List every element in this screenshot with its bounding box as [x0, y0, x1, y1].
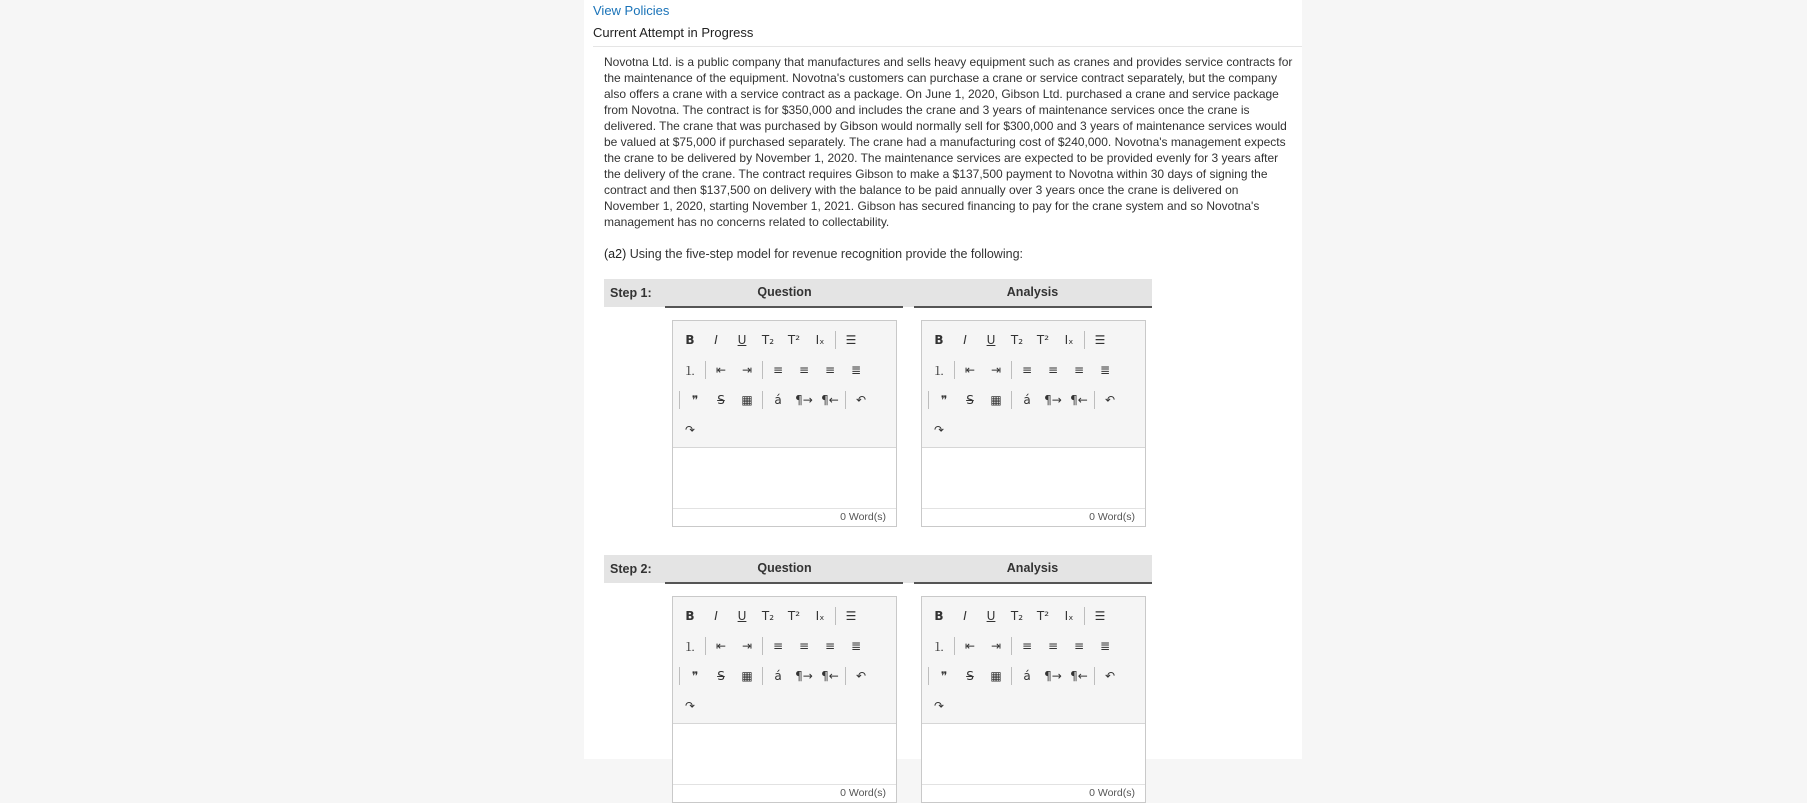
divider [845, 391, 846, 409]
subscript-icon[interactable]: T₂ [761, 333, 775, 347]
special-character-icon[interactable]: á [774, 393, 782, 407]
blockquote-icon[interactable]: ❞ [940, 393, 948, 407]
divider [593, 46, 1302, 47]
toolbar-row [677, 601, 892, 631]
toolbar-row [677, 415, 892, 445]
clear-format-icon[interactable]: Iₓ [1064, 333, 1074, 347]
numbered-list-icon[interactable]: ⒈ [683, 639, 696, 654]
question-column-header: Question [757, 561, 812, 575]
align-center-icon[interactable]: ≡ [1047, 639, 1059, 653]
rtl-icon[interactable]: ¶← [1070, 669, 1088, 683]
divider [914, 306, 1152, 308]
divider [705, 361, 706, 379]
justify-icon[interactable]: ≣ [1099, 363, 1111, 377]
attempt-status: Current Attempt in Progress [593, 25, 754, 40]
align-left-icon[interactable]: ≡ [1021, 363, 1033, 377]
align-right-icon[interactable]: ≡ [824, 639, 836, 653]
rtl-icon[interactable]: ¶← [821, 393, 839, 407]
indent-icon[interactable]: ⇥ [741, 639, 753, 653]
step1-analysis-editor[interactable] [921, 320, 1146, 527]
strikethrough-icon[interactable]: S̶ [966, 393, 974, 407]
divider [679, 391, 680, 409]
bold-icon[interactable]: B [685, 333, 695, 347]
align-center-icon[interactable]: ≡ [1047, 363, 1059, 377]
numbered-list-icon[interactable]: ⒈ [932, 639, 945, 654]
subscript-icon[interactable]: T₂ [1010, 333, 1024, 347]
align-right-icon[interactable]: ≡ [824, 363, 836, 377]
divider [1094, 391, 1095, 409]
bold-icon[interactable]: B [685, 609, 695, 623]
redo-icon[interactable]: ↷ [933, 699, 945, 713]
redo-icon[interactable]: ↷ [684, 423, 696, 437]
divider [762, 637, 763, 655]
word-count: 0 Word(s) [922, 508, 1145, 526]
rtl-icon[interactable]: ¶← [1070, 393, 1088, 407]
blockquote-icon[interactable]: ❞ [691, 669, 699, 683]
subscript-icon[interactable]: T₂ [761, 609, 775, 623]
divider [762, 391, 763, 409]
divider [1011, 667, 1012, 685]
divider [954, 361, 955, 379]
justify-icon[interactable]: ≣ [1099, 639, 1111, 653]
step-label: Step 1: [610, 286, 652, 300]
divider [928, 391, 929, 409]
indent-icon[interactable]: ⇥ [990, 639, 1002, 653]
prompt [604, 247, 1023, 261]
analysis-column-header: Analysis [1006, 561, 1059, 575]
clear-format-icon[interactable]: Iₓ [1064, 609, 1074, 623]
justify-icon[interactable]: ≣ [850, 363, 862, 377]
toolbar-row [677, 631, 892, 661]
word-count: 0 Word(s) [922, 784, 1145, 802]
step2-analysis-editor[interactable] [921, 596, 1146, 803]
outdent-icon[interactable]: ⇤ [964, 639, 976, 653]
table-icon[interactable]: ▦ [990, 669, 1002, 683]
align-center-icon[interactable]: ≡ [798, 363, 810, 377]
toolbar-row [677, 325, 892, 355]
strikethrough-icon[interactable]: S̶ [717, 669, 725, 683]
align-left-icon[interactable]: ≡ [1021, 639, 1033, 653]
toolbar-row [677, 691, 892, 721]
numbered-list-icon[interactable]: ⒈ [683, 363, 696, 378]
align-right-icon[interactable]: ≡ [1073, 639, 1085, 653]
justify-icon[interactable]: ≣ [850, 639, 862, 653]
toolbar-row [677, 355, 892, 385]
step2-question-editor[interactable] [672, 596, 897, 803]
undo-icon[interactable]: ↶ [1104, 393, 1116, 407]
underline-icon[interactable]: U [737, 333, 747, 347]
divider [679, 667, 680, 685]
underline-icon[interactable]: U [986, 609, 996, 623]
bold-icon[interactable]: B [934, 609, 944, 623]
divider [1084, 331, 1085, 349]
subscript-icon[interactable]: T₂ [1010, 609, 1024, 623]
ltr-icon[interactable]: ¶→ [795, 393, 813, 407]
rtl-icon[interactable]: ¶← [821, 669, 839, 683]
analysis-column-header: Analysis [1006, 285, 1059, 299]
bullet-list-icon[interactable]: ☰ [845, 333, 857, 347]
table-icon[interactable]: ▦ [741, 669, 753, 683]
align-right-icon[interactable]: ≡ [1073, 363, 1085, 377]
undo-icon[interactable]: ↶ [855, 669, 867, 683]
toolbar-row [926, 355, 1141, 385]
editor-text-area[interactable] [673, 724, 896, 784]
undo-icon[interactable]: ↶ [855, 393, 867, 407]
prompt-text: Using the five-step model for revenue recognition provide the following: [629, 247, 1023, 261]
divider [665, 582, 903, 584]
underline-icon[interactable]: U [737, 609, 747, 623]
editor-text-area[interactable] [673, 448, 896, 508]
redo-icon[interactable]: ↷ [933, 423, 945, 437]
editor-toolbar [673, 321, 896, 448]
outdent-icon[interactable]: ⇤ [964, 363, 976, 377]
divider [914, 582, 1152, 584]
toolbar-row [926, 631, 1141, 661]
blockquote-icon[interactable]: ❞ [940, 669, 948, 683]
toolbar-row [926, 661, 1141, 691]
divider [1094, 667, 1095, 685]
ltr-icon[interactable]: ¶→ [1044, 669, 1062, 683]
word-count: 0 Word(s) [673, 784, 896, 802]
prompt-label: (a2) [604, 247, 627, 261]
superscript-icon[interactable]: T² [1036, 609, 1050, 623]
toolbar-row [926, 691, 1141, 721]
superscript-icon[interactable]: T² [1036, 333, 1050, 347]
indent-icon[interactable]: ⇥ [990, 363, 1002, 377]
word-count: 0 Word(s) [673, 508, 896, 526]
divider [1011, 391, 1012, 409]
step-label: Step 2: [610, 562, 652, 576]
superscript-icon[interactable]: T² [787, 609, 801, 623]
toolbar-row [926, 325, 1141, 355]
toolbar-row [677, 661, 892, 691]
divider [845, 667, 846, 685]
bullet-list-icon[interactable]: ☰ [1094, 609, 1106, 623]
undo-icon[interactable]: ↶ [1104, 669, 1116, 683]
divider [762, 667, 763, 685]
view-policies-link[interactable]: View Policies [593, 3, 670, 18]
editor-text-area[interactable] [922, 724, 1145, 784]
strikethrough-icon[interactable]: S̶ [717, 393, 725, 407]
italic-icon[interactable]: I [963, 609, 967, 623]
special-character-icon[interactable]: á [1023, 669, 1031, 683]
table-icon[interactable]: ▦ [741, 393, 753, 407]
divider [705, 637, 706, 655]
strikethrough-icon[interactable]: S̶ [966, 669, 974, 683]
editor-toolbar [922, 321, 1145, 448]
editor-text-area[interactable] [922, 448, 1145, 508]
divider [665, 306, 903, 308]
indent-icon[interactable]: ⇥ [741, 363, 753, 377]
italic-icon[interactable]: I [714, 609, 718, 623]
divider [1011, 361, 1012, 379]
italic-icon[interactable]: I [963, 333, 967, 347]
outdent-icon[interactable]: ⇤ [715, 363, 727, 377]
blockquote-icon[interactable]: ❞ [691, 393, 699, 407]
underline-icon[interactable]: U [986, 333, 996, 347]
italic-icon[interactable]: I [714, 333, 718, 347]
divider [928, 667, 929, 685]
redo-icon[interactable]: ↷ [684, 699, 696, 713]
divider [1011, 637, 1012, 655]
toolbar-row [677, 385, 892, 415]
bullet-list-icon[interactable]: ☰ [845, 609, 857, 623]
editor-toolbar [673, 597, 896, 724]
step-header [604, 555, 1152, 583]
divider [954, 637, 955, 655]
divider [835, 607, 836, 625]
clear-format-icon[interactable]: Iₓ [815, 609, 825, 623]
editor-toolbar [922, 597, 1145, 724]
toolbar-row [926, 601, 1141, 631]
align-left-icon[interactable]: ≡ [772, 363, 784, 377]
divider [1084, 607, 1085, 625]
special-character-icon[interactable]: á [1023, 393, 1031, 407]
bold-icon[interactable]: B [934, 333, 944, 347]
numbered-list-icon[interactable]: ⒈ [932, 363, 945, 378]
special-character-icon[interactable]: á [774, 669, 782, 683]
page [584, 0, 1302, 799]
toolbar-row [926, 415, 1141, 445]
bullet-list-icon[interactable]: ☰ [1094, 333, 1106, 347]
table-icon[interactable]: ▦ [990, 393, 1002, 407]
superscript-icon[interactable]: T² [787, 333, 801, 347]
step-header [604, 279, 1152, 307]
problem-text: Novotna Ltd. is a public company that manufactures and sells heavy equipment such as cranes and provides service contracts for the maintenance of the equipment. Novotna's customers can purchase a crane or service contract separately, but the company also offers a crane with a service contract as a package. On June 1, 2020, Gibson Ltd. purchased a crane and service package from Novotna. The contract is for $350,000 and includes the crane and 3 years of maintenance services once the crane is delivered. The crane that was purchased by Gibson would normally sell for $300,000 and 3 years of maintenance services would be valued at $75,000 if purchased separately. The crane had a manufacturing cost of $240,000. Novotna's management expects the crane to be delivered by November 1, 2020. The maintenance services are expected to be provided evenly for 3 years after the delivery of the crane. The contract requires Gibson to make a $137,500 payment to Novotna within 30 days of signing the contract and then $137,500 on delivery with the balance to be paid annually over 3 years once the crane is delivered on November 1, 2020, starting November 1, 2021. Gibson has secured financing to pay for the crane system and so Novotna's management has no concerns related to collectability. [604, 55, 1293, 229]
divider [762, 361, 763, 379]
toolbar-row [926, 385, 1141, 415]
align-left-icon[interactable]: ≡ [772, 639, 784, 653]
align-center-icon[interactable]: ≡ [798, 639, 810, 653]
divider [835, 331, 836, 349]
question-column-header: Question [757, 285, 812, 299]
clear-format-icon[interactable]: Iₓ [815, 333, 825, 347]
outdent-icon[interactable]: ⇤ [715, 639, 727, 653]
ltr-icon[interactable]: ¶→ [795, 669, 813, 683]
step1-question-editor[interactable] [672, 320, 897, 527]
ltr-icon[interactable]: ¶→ [1044, 393, 1062, 407]
